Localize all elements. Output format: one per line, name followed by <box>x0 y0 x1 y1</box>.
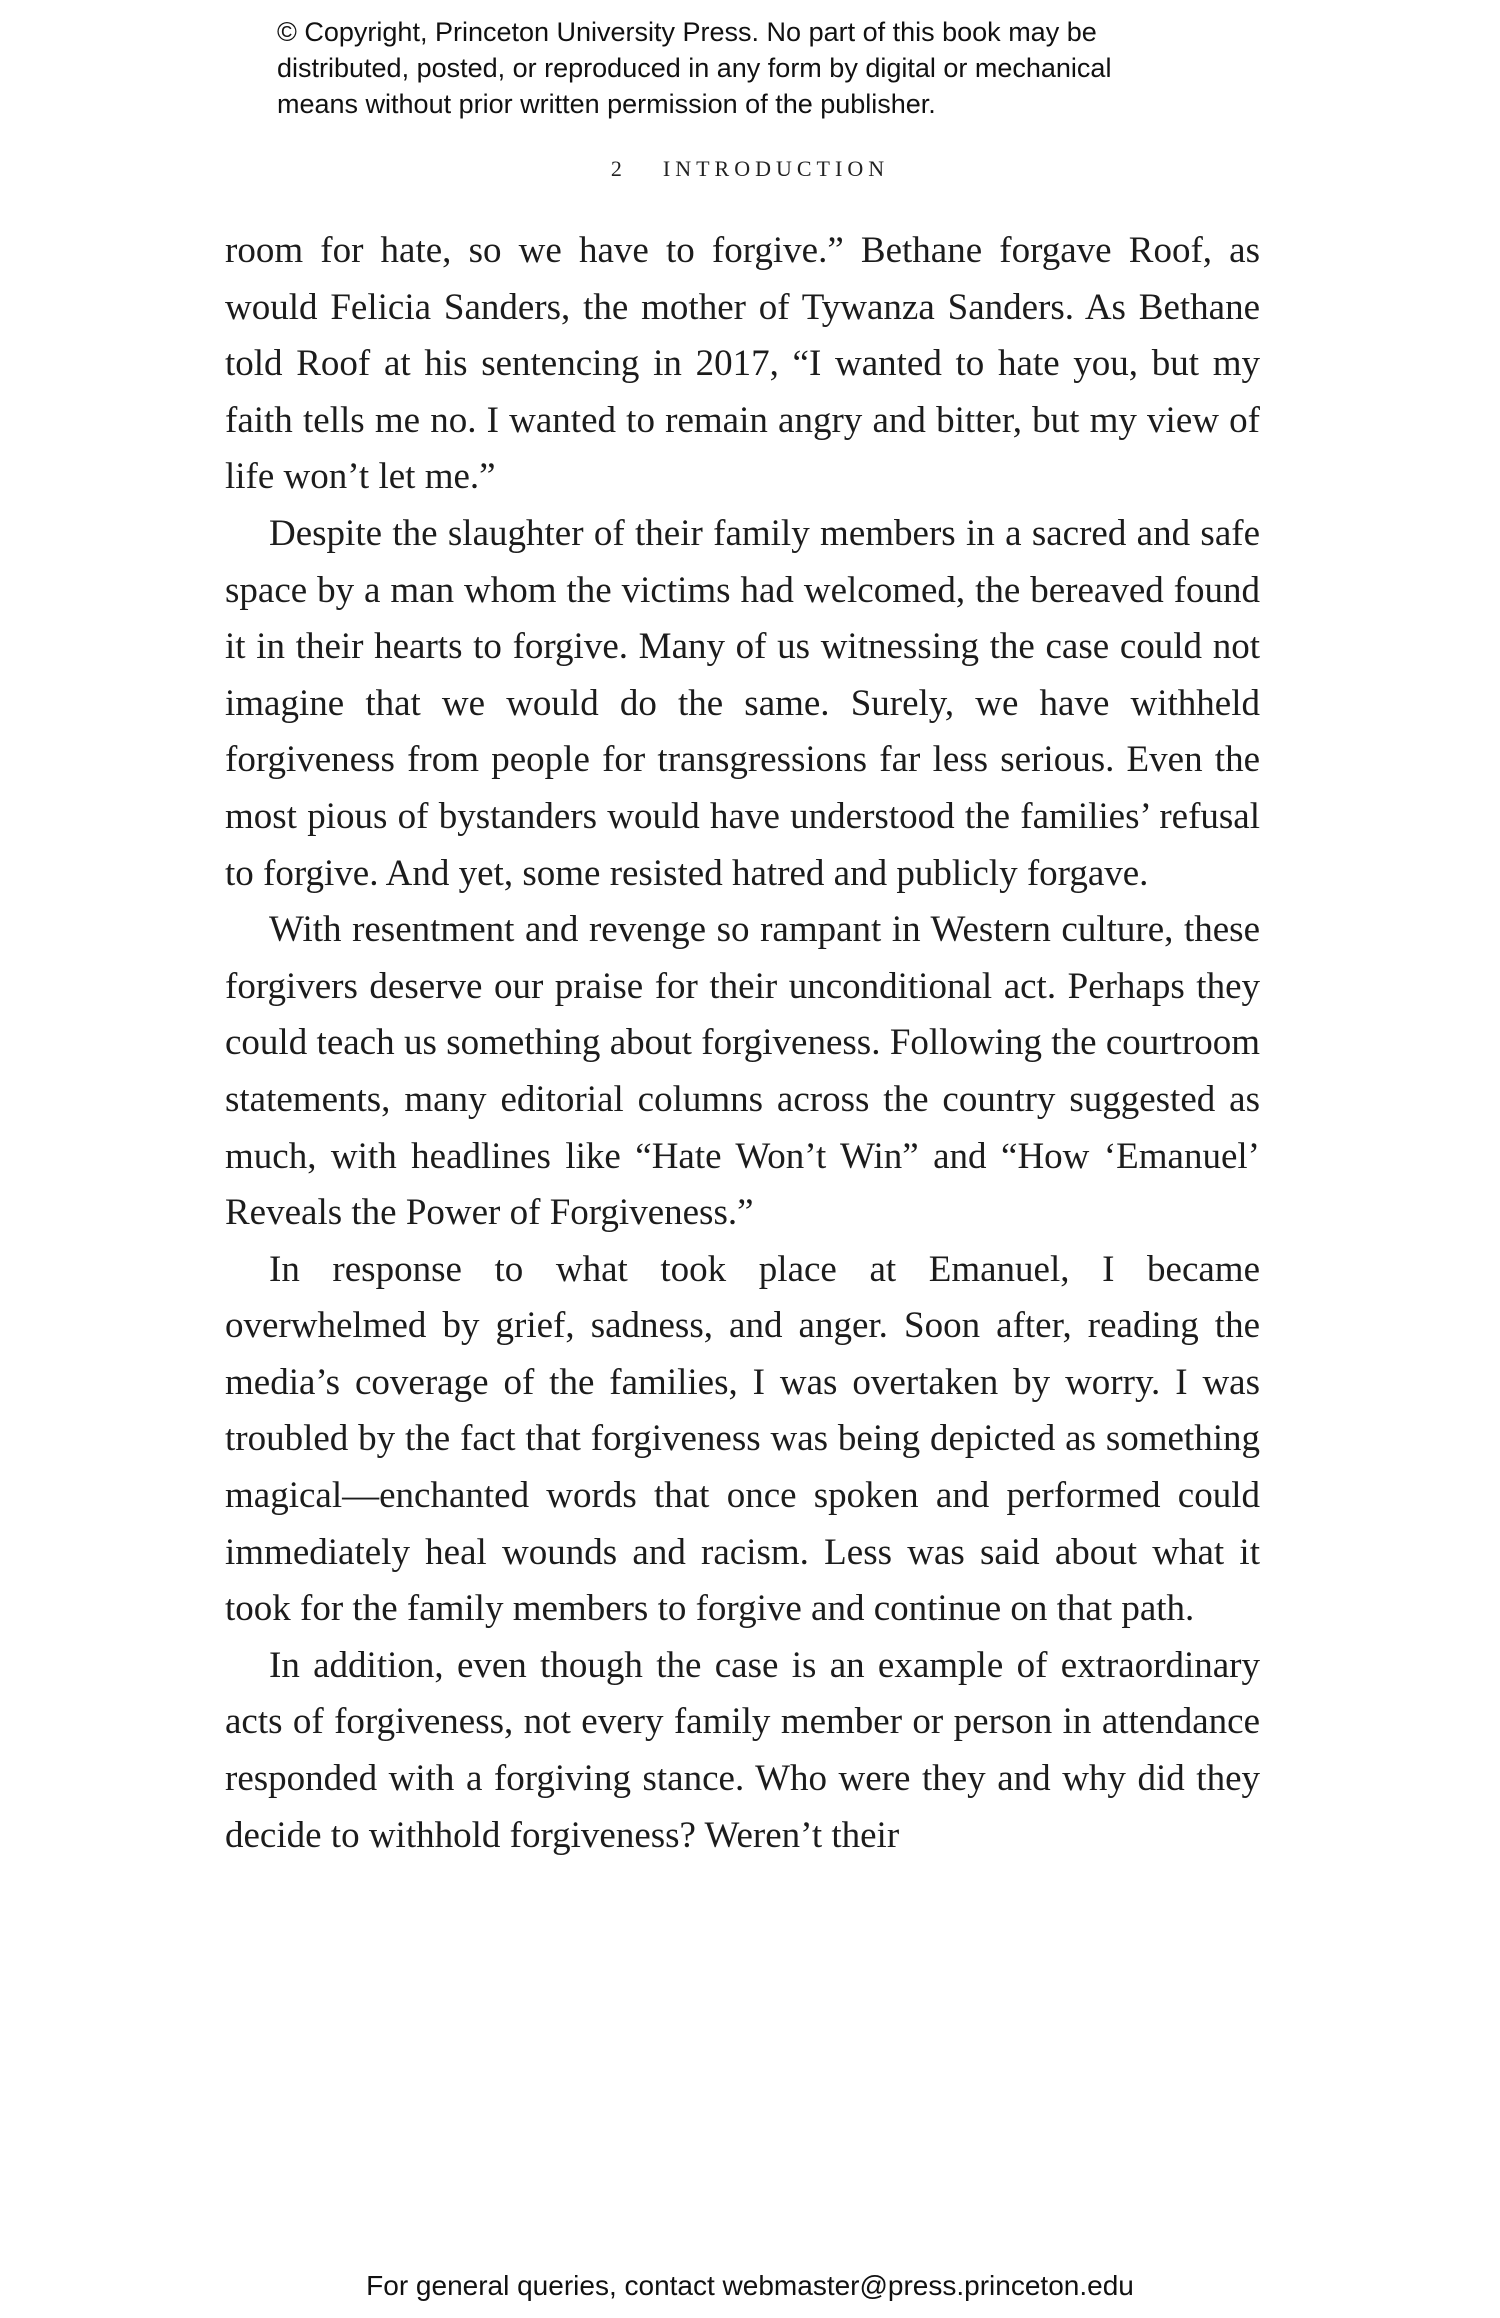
copyright-notice <box>277 14 1277 122</box>
running-head <box>0 156 1500 182</box>
paragraph: Despite the slaughter of their family members in a sacred and safe space by a man whom the victims had welcomed, the bereaved found it in their hearts to forgive. Many of us witnessing the case could not imagine that we would do the same. Surely, we have withheld forgiveness from people for transgressions far less serious. Even the most pious of bystanders would have understood the families’ refusal to forgive. And yet, some resisted hatred and publicly forgave. <box>225 512 1260 894</box>
paragraph: room for hate, so we have to forgive.” Bethane forgave Roof, as would Felicia Sanders, the mother of Tywanza Sanders. As Bethane told Roof at his sentencing in 2017, “I wanted to hate you, but my faith tells me no. I wanted to remain angry and bitter, but my view of life won’t let me.” <box>225 230 1260 498</box>
page-number: 2 <box>610 156 627 181</box>
copyright-line: © Copyright, Princeton University Press. No part of this book may be <box>277 17 1097 47</box>
copyright-line: distributed, posted, or reproduced in any form by digital or mechanical <box>277 53 1112 83</box>
paragraph: In response to what took place at Emanuel, I became overwhelmed by grief, sadness, and anger. Soon after, reading the media’s coverage of the families, I was overtaken by worry. I was troubled by the fact that forgiveness was being depicted as something magical—enchanted words that once spoken and performed could immediately heal wounds and racism. Less was said about what it took for the family members to forgive and continue on that path. <box>225 1248 1260 1630</box>
running-head-title: INTRODUCTION <box>662 156 890 181</box>
copyright-line: means without prior written permission of the publisher. <box>277 89 936 119</box>
footer-contact: For general queries, contact webmaster@press.princeton.edu <box>366 2270 1134 2301</box>
paragraph: With resentment and revenge so rampant in Western culture, these forgivers deserve our praise for their unconditional act. Perhaps they could teach us something about forgiveness. Following the courtroom statements, many editorial columns across the country suggested as much, with headlines like “Hate Won’t Win” and “How ‘Emanuel’ Reveals the Power of Forgiveness.” <box>225 909 1260 1234</box>
paragraph: In addition, even though the case is an example of extraordinary acts of forgiveness, not every family member or person in attendance responded with a forgiving stance. Who were they and why did they decide to withhold forgiveness? Weren’t their <box>225 1644 1260 1856</box>
body-text <box>225 223 1260 1864</box>
